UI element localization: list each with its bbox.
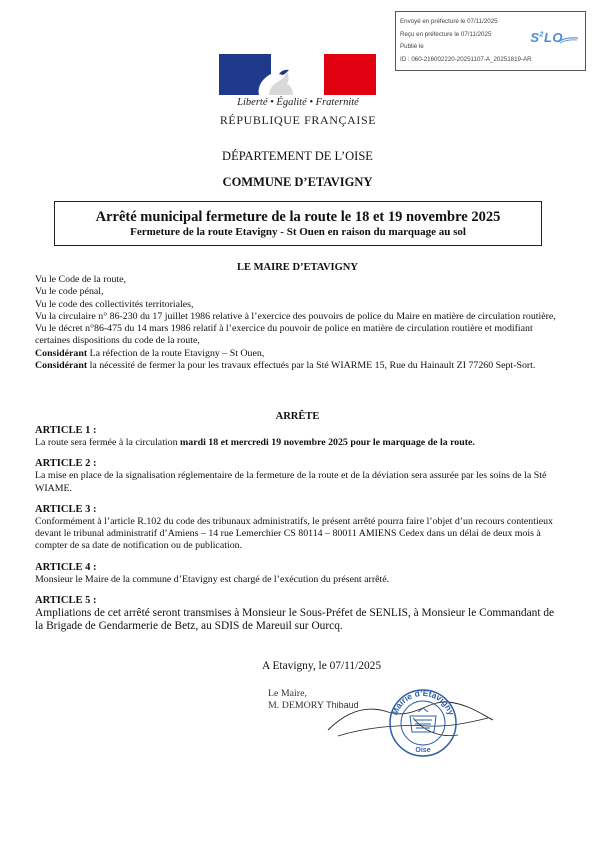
svg-text:Mairie d’Etavigny xyxy=(389,688,456,717)
decree-title: Arrêté municipal fermeture de la route le 18 et 19 novembre 2025 xyxy=(95,209,501,225)
visa-line: Vu le code des collectivités territoriales, xyxy=(35,298,194,310)
signer-role: Le Maire, xyxy=(268,688,307,699)
place-date: A Etavigny, le 07/11/2025 xyxy=(262,660,382,672)
commune-heading: COMMUNE D’ETAVIGNY xyxy=(222,175,373,189)
article-heading: ARTICLE 5 : xyxy=(35,595,97,607)
stamp-received-date: Reçu en préfecture le 07/11/2025 xyxy=(400,30,492,38)
considerant-text: La réfection de la route Etavigny – St Ouen, xyxy=(87,347,265,359)
visa-line: Vu la circulaire n° 86-230 du 17 juillet 1986 relative à l’exercice des pouvoirs de police du Maire en matière de circulation routière, xyxy=(35,310,556,322)
article-heading: ARTICLE 4 : xyxy=(35,561,97,573)
article-1 xyxy=(35,425,560,449)
stamp-published: Publié le xyxy=(400,43,424,50)
article-heading: ARTICLE 2 : xyxy=(35,458,97,470)
authority-heading: LE MAIRE D’ETAVIGNY xyxy=(237,262,358,273)
arrete-heading: ARRÊTE xyxy=(275,411,320,422)
marianne-logo xyxy=(219,54,376,95)
considerant-line xyxy=(35,360,560,372)
article-text: Ampliations de cet arrêté seront transmises à Monsieur le Sous-Préfet de SENLIS, à Monsieur le Commandant de la Brigade de Gendarmerie de Betz, au SDIS de Mareuil sur Ourcq. xyxy=(35,607,555,633)
s2lo-logo: $S^2LO$ xyxy=(530,30,563,45)
visa-line: Vu le code pénal, xyxy=(35,286,104,298)
s2lo-swoosh-icon xyxy=(557,36,579,44)
visa-line: Vu le décret n°86-475 du 14 mars 1986 relatif à l’exercice du pouvoir de police en matière de circulation routière et modifiant certaines dispositions du code de la route, xyxy=(35,323,533,347)
republic-motto: Liberté • Égalité • Fraternité xyxy=(237,97,359,108)
articles-section xyxy=(35,425,560,642)
article-5 xyxy=(35,595,560,633)
considerant-text: la nécessité de fermer la pour les travaux effectués par la Sté WIARME 15, Rue du Hainault ZI 77260 Sept-Sort. xyxy=(87,360,536,372)
article-text: La mise en place de la signalisation réglementaire de la fermeture de la route et de la déviation sera assurée par les soins de la Sté WIAME. xyxy=(35,470,547,494)
visa-line: Vu le Code de la route, xyxy=(35,274,126,285)
article-2 xyxy=(35,458,560,495)
signer-firstname: Thibaud xyxy=(326,700,359,710)
visas-section xyxy=(35,274,560,372)
article-3 xyxy=(35,504,560,553)
decree-title-box xyxy=(54,201,542,246)
prefecture-stamp xyxy=(395,11,586,71)
article-heading: ARTICLE 3 : xyxy=(35,503,97,515)
seal-top-text: Mairie d’Etavigny xyxy=(389,687,457,717)
article-heading: ARTICLE 1 : xyxy=(35,425,97,436)
article-text xyxy=(35,437,560,449)
department-heading: DÉPARTEMENT DE L’OISE xyxy=(222,149,373,163)
stamp-id: ID : 060-216002220-20251107-A_20251819-AR xyxy=(400,55,532,63)
article-text-plain: La route sera fermée à la circulation xyxy=(35,437,181,448)
article-text: Monsieur le Maire de la commune d’Etavigny est chargé de l’exécution du présent arrêté. xyxy=(35,573,390,585)
decree-subtitle: Fermeture de la route Etavigny - St Ouen en raison du marquage au sol xyxy=(130,226,466,238)
article-text: Conformément à l’article R.102 du code des tribunaux administratifs, le présent arrêté pourra faire l’objet d’un recours contentieux devant le tribunal administratif d’Amiens – 14 rue Lemerchier CS 80114 – 80011 AMIENS Cedex dans un délai de deux mois à compter de sa date de notification ou de publication. xyxy=(35,515,553,552)
mairie-seal xyxy=(388,686,458,760)
article-4 xyxy=(35,562,560,586)
article-text-bold: mardi 18 et mercredi 19 novembre 2025 pour le marquage de la route. xyxy=(180,437,475,448)
signer-surname: M. DEMORY xyxy=(268,700,324,711)
seal-bottom-text: Oise xyxy=(415,747,431,754)
considerant-label: Considérant xyxy=(35,347,88,359)
stamp-sent-date: Envoyé en préfecture le 07/11/2025 xyxy=(400,18,498,25)
republic-name: RÉPUBLIQUE FRANÇAISE xyxy=(219,113,377,127)
considerant-label: Considérant xyxy=(35,360,88,372)
considerant-line xyxy=(35,348,560,360)
